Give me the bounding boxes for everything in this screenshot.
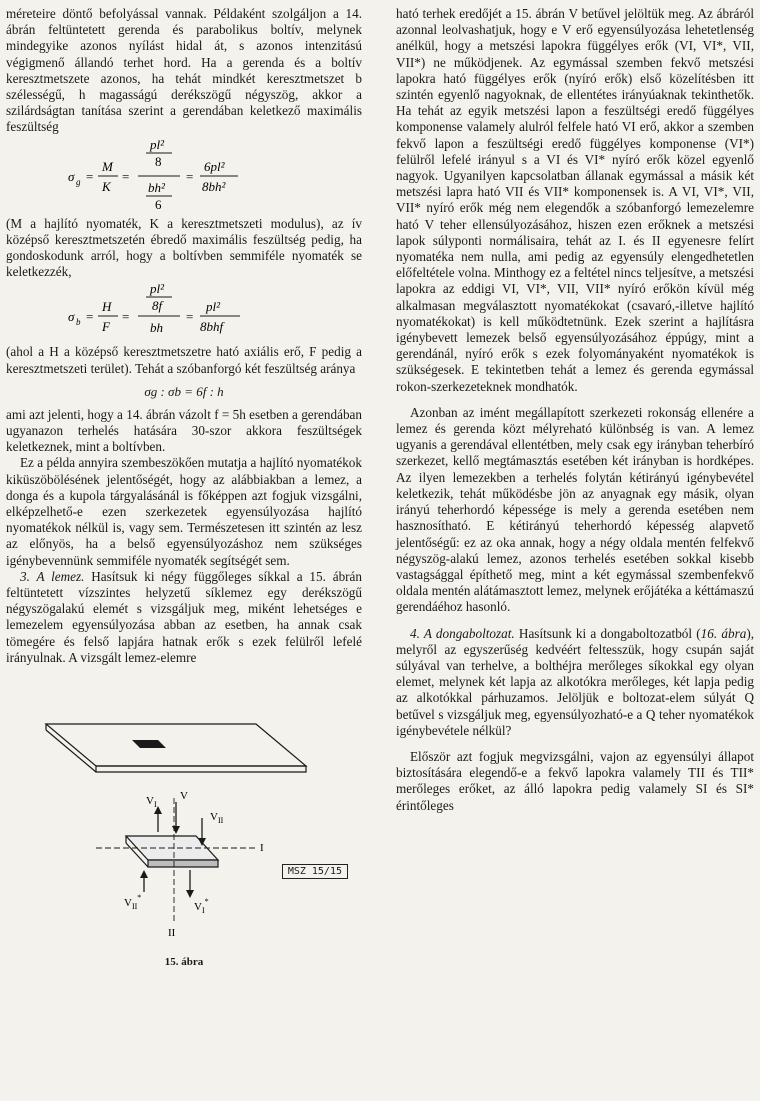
paragraph-body: Hasítsuk ki négy függőleges síkkal a 15. ábrán feltüntetett vízszintes helyzetű síklemez egy derékszögű négyszögalakú elemét s vizsgáljuk meg, miként lehetséges e lemezelem egyensúlyozása abban az esetben, ha annak csak tömegére és felső lapjára hatnak erők s ezek felülről lefelé irányulnak. A vizsgált lemez-elemre [6,568,362,665]
formula-num2: 6pl² [204,158,225,174]
paragraph: ami azt jelenti, hogy a 14. ábrán vázolt f = 5h esetben a gerendában ugyanazon terhelés hatására 30-szor akkora feszültségek keletkeznek, mint a boltívben. [6,406,362,455]
right-column [396,6,754,814]
formula-inner-den: bh² [148,179,165,195]
formula-den-F: F [102,319,110,335]
formula-den2: 8bhf [200,319,224,335]
paragraph: Először azt fogjuk megvizsgálni, vajon az egyensúlyi állapot biztosítására elegendő-e a fekvő lapokra valamely TII és TII* merőleges erőket, az álló lapokra pedig valamely SI és SI* érintőleges [396,748,754,813]
formula-inner-num-den: 8f [152,298,163,314]
paragraph: méreteire döntő befolyással vannak. Példaként szolgáljon a 14. ábrán feltüntetett gerenda és parabolikus boltív, melynek mindegyike azonos nyílást hidal át, s azonos intenzitású végigmenő állandó terhet hord. Ha a gerenda és a boltív keresztmetszete azonos, ha tehát mindkét keresztmetszet b szélességű, h magasságú derékszögű négyszög, akkor a szilárdságtan tanítása szerint a gerendában keletkező maximális feszültség [6,6,362,135]
figure-reference: 16. ábra [700,625,747,641]
formula-lhs-sub: g [76,176,81,187]
formula-beam-stress [6,136,362,216]
figure-15 [6,674,362,974]
paragraph: (M a hajlító nyomaték, K a keresztmetszeti modulus), az ív középső keresztmetszetén ébredő maximális feszültség pedig, ha gondoskodunk arról, hogy a boltívben semmiféle nyomaték se keletkezzék, [6,215,362,280]
figure-15-drawing [6,674,362,954]
svg-text:=: = [186,309,194,325]
formula-num2: pl² [206,299,221,315]
label-VI-star: $V_I^*$ [194,897,209,916]
formula-inner-den: bh [150,320,163,336]
label-V: V [180,790,188,803]
plate-top-face [46,724,306,766]
formula-den-K: K [102,178,111,194]
paragraph-section-3 [6,569,362,666]
formula-lhs-sub: b [76,317,81,328]
formula-inner-num: pl² [150,136,165,152]
figure-caption: 15. ábra [164,956,204,969]
formula-lhs: σ [68,168,75,184]
paragraph-section-4 [396,626,754,739]
paragraph: ható terhek eredőjét a 15. ábrán V betűvel jelöltük meg. Az ábráról azonnal leolvashatjuk, hogy e V erő egyensúlyozása lehetetlenség anélkül, hogy a metszési lapokra függélyes erők (VI, VI*, VII, VII*) ne működjenek. Az egymással szemben fekvő metszési lapokra ható függélyes erők (nyíró erők) első közelítésben itt szintén egyenlő nagyoknak, de ellentétes irányúaknak tekinthetők. Ha tehát az egyik metszési lapon a feszültségi eredő függélyes komponense valamely alulról felfele ható VI erő, akkor a szemben fekvő lapon a feszültségi eredő függélyes komponense (VI*) felülről lefelé irányul s a VI és VI* nyíró erők közel egyenlő nagyok. Ugyanilyen kapcsolatban állanak egymással a másik két metszési lapra ható VII és VII* komponensek is. A VI, VI*, VII, VII* nyíró erők még nem elegendők a szóbanforgó lemezelemre ható V teher ellensúlyozásához, hiszen ezen erőknek a metszési lapok súlyponti normálisaira, tehát az I. és II egyenesre felírt nyomatéka nem nulla, ami pedig az egyensúly elengedhetetlen előfeltétele volna. Minthogy ez a feltétel nincs teljesítve, a metszési lapokra az eddigi VI, VI*, VII, VII* nyíró erőkön kívül még alkalmasan megválasztott nyomatékokat (csavaró,-illetve hajlító nyomatékokat) is kell működtetnünk. Ezek szerint a hajlításra igénybevett lemezek belső egyensúlyozásához éppúgy, mint a gerendánál, nyíró erők s ezek folyományaként nyomatékok is szükségesek. E tekintetben tehát a lemez és gerenda egymással rokon-szerkezeteknek mondhatók. [396,6,754,394]
section-heading: 4. A dongaboltozat. [410,625,515,641]
svg-text:=: = [86,309,94,325]
formula-1-svg [64,137,304,215]
label-VII-star: $V_{II}^*$ [124,893,142,912]
svg-text:=: = [122,309,130,325]
formula-inner-num: pl² [150,281,165,297]
formula-arch-stress [6,280,362,344]
formula-ratio [6,377,362,407]
paragraph: Ez a példa annyira szembeszökően mutatja a hajlító nyomatékok kiküszöbölésének jelentőségét, hogy az alábbiakban a lemez, a donga és a kupola tárgyalásánál is főképpen azt fogjuk vizsgálni, elképzelhető-e ezen szerkezetek egyensúlyozása hajlító nyomatékok nélkül is, vagy sem. Természetesen itt szintén az lesz az előnyös, ha a belső egyensúlyozáshoz nem szükséges igénybevennünk semmiféle nyomaték segítségét sem. [6,455,362,568]
label-VII: $V_{II}$ [210,811,224,826]
figure-stamp: MSZ 15/15 [282,864,348,879]
formula-inner-den-den: 6 [155,196,162,212]
svg-text:=: = [186,168,194,184]
formula-ratio-text: σg : σb = 6f : h [144,383,224,399]
formula-num-M: M [102,158,113,174]
paragraph: Azonban az imént megállapított szerkezeti rokonság ellenére a lemez és gerenda közt mélyreható különbség is van. A lemez ugyanis a gerendával ellentétben, mely csak egy irányban teherbíró szerkezet, kellő megtámasztás esetében két irányban is hordképes. Az ilyen lemezekben a terhelés folytán kétirányú igénybevétel keletkezik, tehát működésbe jön az anyagnak egy másik, olyan irányú teherhordó képessége is mely a gerenda esetében nem hasznosítható. E kétirányú teherhordó képesség alapvető jelentőségű: ez az oka annak, hogy a négy oldala mentén felfekvő négyszög-alakú lemez, azonos terhelés esetében sokkal kisebb vastagsággal építhető meg, mint a két egymással szembenfekvő oldala mentén alátámasztott lemez, melynek erőjátéka a kéttámaszú gerendáéhoz hasonló. [396,404,754,615]
left-column [6,6,362,974]
paragraph-body: Hasítsunk ki a dongaboltozatból ( [514,625,701,641]
cut-element-hole [132,740,166,748]
plate-front-edge [96,766,306,772]
paragraph-body: ), melyről az egyszerűség kedvéért feltesszük, hogy csupán saját súlyával van terhelve, a bolthéjra merőleges síkokkal egy olyan elemet, melynek két lapja az alkotókra merőleges, két lapja pedig az alkotókkal párhuzamos. Jelöljük e boltozat-elem súlyát Q betűvel s vizsgáljuk meg, egyensúlyozható-e a Q teher nyomatékok igénybevétele nélkül? [396,625,755,738]
section-heading: 3. A lemez. [20,568,85,584]
formula-num-H: H [102,299,112,315]
formula-den2: 8bh² [202,178,226,194]
formula-inner-num-den: 8 [155,153,162,169]
formula-2-svg [64,281,304,343]
label-I: I [260,842,264,855]
label-VI: $V_I$ [146,795,157,810]
label-II: II [168,927,176,940]
formula-lhs: σ [68,309,75,325]
svg-text:=: = [86,168,94,184]
svg-text:=: = [122,168,130,184]
paragraph: (ahol a H a középső keresztmetszetre ható axiális erő, F pedig a keresztmetszeti terület). Tehát a szóbanforgó két feszültség aránya [6,344,362,376]
